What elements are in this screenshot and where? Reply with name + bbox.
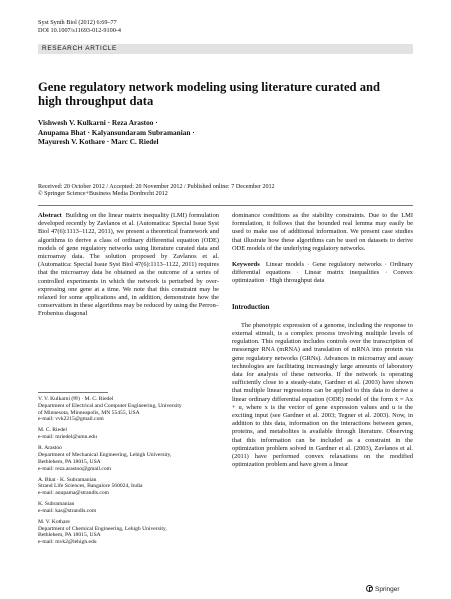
- affiliation-line: Department of Mechanical Engineering, Lehigh University,: [38, 451, 172, 458]
- affiliation-email[interactable]: e-mail: reza.arastoo@gmail.com: [38, 465, 112, 472]
- affiliation-block: [38, 427, 219, 441]
- affiliation-line: Bethlehem, PA 18015, USA: [38, 532, 101, 539]
- affiliation-email[interactable]: e-mail: anupama@strandls.com: [38, 490, 110, 497]
- journal-doi: DOI 10.1007/s11693-012-9100-4: [38, 26, 121, 34]
- article-title: Gene regulatory network modeling using literature curated and high throughput data: [38, 80, 380, 108]
- affiliation-line: Strand Life Sciences, Bangalore 560024, India: [38, 483, 143, 490]
- affiliation-line: Department of Electrical and Computer Engineering, University: [38, 402, 182, 409]
- journal-citation: Syst Synth Biol (2012) 6:69–77: [38, 19, 117, 26]
- affiliation-line: Department of Chemical Engineering, Lehigh University,: [38, 525, 167, 532]
- journal-header: [38, 19, 121, 34]
- copyright-line: © Springer Science+Business Media Dordrecht 2012: [38, 191, 168, 198]
- introduction-text: The phenotypic expression of a genome, including the response to external stimuli, is a complex process involving multiple levels of regulation. This regulation includes controls over the transcription of messenger RNA (mRNA) and translation of mRNA into protein via gene regulatory networks (GRNs). Advances in microarray and assay technologies are facilitating increasingly large amounts of laboratory data for analysis of these networks. If the network is operating sufficiently close to a steady-state, Gardner et al. (2003) have shown that multiple linear regressions can be applied to this data to derive a linear ordinary differential equation (ODE) model of the form ẋ = Ax + u, where x is the vector of gene expression values and u is the exciting input (see Gardner et al. 2003; Tegner et al. 2003). Now, in addition to this data, information on the interactions between genes, proteins, and metabolites is available through literature. Observing that this information can be included as a constraint in the optimization problem solved in Gardner et al. (2003), Zavlanos et al. (2011) have performed convex relaxations on the modified optimization problem and have given a linear: [232, 321, 413, 469]
- affiliation-email[interactable]: e-mail: vvk2215@gmail.com: [38, 416, 104, 423]
- affiliation-block: [38, 445, 219, 472]
- author-line: Mayuresh V. Kothare · Marc C. Riedel: [38, 137, 159, 147]
- affiliation-block: [38, 477, 219, 497]
- affiliations: [38, 396, 219, 550]
- affiliation-line: M. V. Kothare: [38, 518, 70, 525]
- affiliation-block: [38, 519, 219, 546]
- affiliation-line: R. Arastoo: [38, 445, 62, 452]
- author-line: Anupama Bhat · Kalyansundaram Subramanian ·: [38, 127, 195, 137]
- article-type-banner: RESEARCH ARTICLE: [38, 44, 413, 54]
- affiliation-line: K. Subramanian: [38, 501, 75, 508]
- affiliation-email[interactable]: e-mail: mriedel@umn.edu: [38, 434, 97, 441]
- header-divider: [38, 205, 413, 206]
- abstract-label: Abstract: [38, 212, 62, 219]
- footnote-divider: [38, 392, 108, 393]
- keywords-text: Linear models · Gene regulatory networks · Ordinary differential equations · Linear matrix inequalities · Convex optimization · High throughput data: [232, 261, 413, 285]
- affiliation-block: [38, 396, 219, 423]
- keywords-paragraph: [232, 261, 413, 286]
- affiliation-line: V. V. Kulkarni (✉) · M. C. Riedel: [38, 396, 114, 402]
- affiliation-line: of Minnesota, Minneapolis, MN 55455, USA: [38, 409, 140, 416]
- affiliation-email[interactable]: e-mail: kas@strandls.com: [38, 507, 97, 514]
- left-column: [38, 212, 219, 319]
- keywords-label: Keywords: [232, 261, 260, 269]
- affiliation-line: Bethlehem, PA 18015, USA: [38, 458, 101, 465]
- publication-dates: [38, 184, 398, 199]
- publisher-logo: [366, 585, 400, 593]
- affiliation-block: [38, 501, 219, 515]
- section-heading-introduction: Introduction: [232, 303, 270, 311]
- author-line: Vishwesh V. Kulkarni · Reza Arastoo ·: [38, 118, 158, 127]
- affiliation-line: A. Bhat · K. Subramanian: [38, 476, 97, 483]
- affiliation-email[interactable]: e-mail: mvk2@lehigh.edu: [38, 539, 97, 546]
- abstract-text: Building on the linear matrix inequality (LMI) formulation developed recently by Zavlanos et al. (Automatica: Special Issue Syst Biol 47(6):1113–1122, 2011), we present a theoretical framework and algorithms to derive a class of ordinary differential equation (ODE) models of gene regulatory networks using literature curated data and microarray data. The solution proposed by Zavlanos et al. (Automatica: Special Issue Syst Biol 47(6):1113–1122, 2011) requires that the microarray data be obtained as the outcome of a series of controlled experiments in which the network is perturbed by over-expressing one gene at a time. We note that this constraint may be relaxed for some applications and, in addition, demonstrate how the conservatism in these algorithms may be reduced by using the Perron–Frobenius diagonal: [38, 212, 219, 318]
- right-column: [232, 212, 413, 469]
- abstract-continued: dominance conditions as the stability constraints. Due to the LMI formulation, it follows that the bounded real lemma may easily be used to make use of additional information. We present case studies that illustrate how these algorithms can be used on datasets to derive ODE models of the underlying regulatory networks.: [232, 212, 413, 252]
- publisher-name: Springer: [375, 586, 400, 593]
- abstract-paragraph: [38, 212, 219, 319]
- dates-line: Received: 20 October 2012 / Accepted: 20 November 2012 / Published online: 7 December 2012: [38, 184, 275, 190]
- affiliation-line: M. C. Riedel: [38, 427, 67, 434]
- author-list: [38, 118, 338, 147]
- springer-horse-icon: [366, 585, 373, 592]
